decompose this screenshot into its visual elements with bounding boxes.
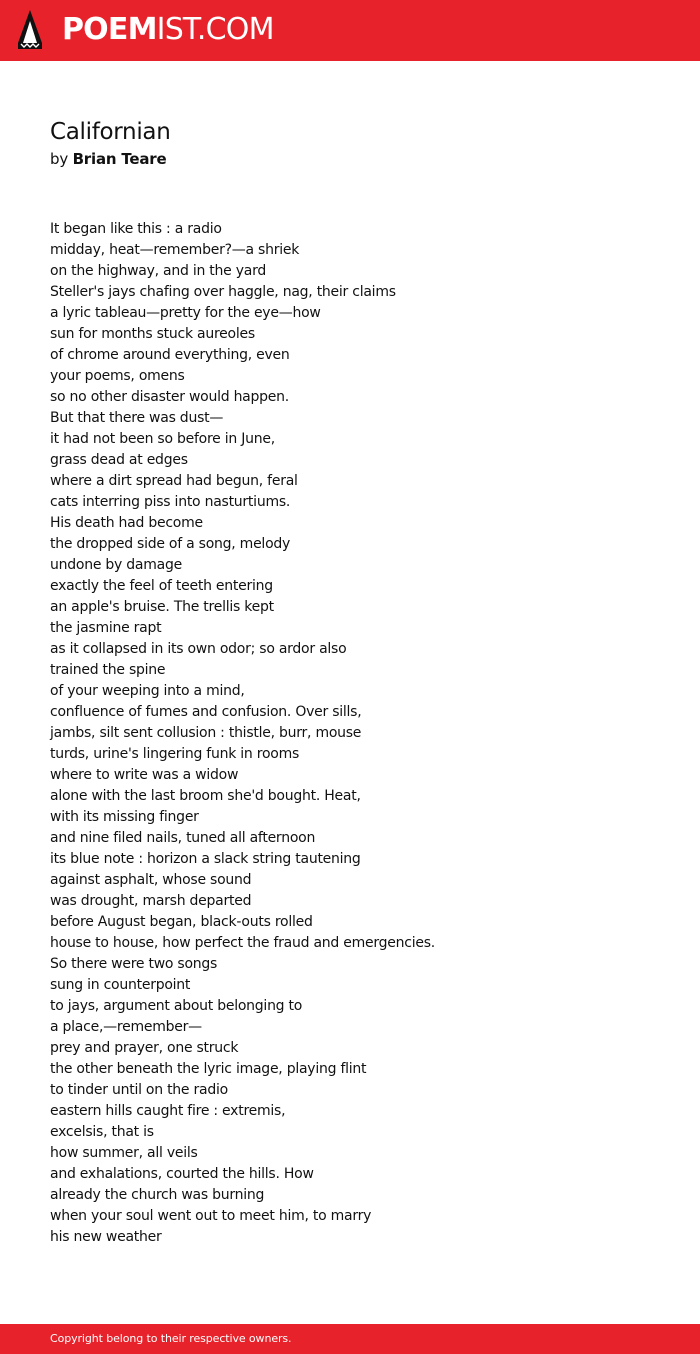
poem-line: of chrome around everything, even (50, 347, 290, 363)
poem-line: before August began, black-outs rolled (50, 914, 313, 930)
poem-line: midday, heat—remember?—a shriek (50, 242, 300, 258)
poem-line: already the church was burning (50, 1187, 265, 1203)
poem-line: the jasmine rapt (50, 620, 162, 636)
poem-line: and exhalations, courted the hills. How (50, 1166, 314, 1182)
poem-line: excelsis, that is (50, 1124, 154, 1140)
site-footer (0, 1324, 700, 1354)
poem-line: So there were two songs (50, 956, 218, 972)
poem-line: His death had become (50, 515, 203, 531)
poem-line: with its missing finger (50, 809, 199, 825)
poem-line: its blue note : horizon a slack string tautening (50, 851, 361, 867)
poem-line: Steller's jays chafing over haggle, nag, their claims (50, 284, 396, 300)
poem-line: when your soul went out to meet him, to marry (50, 1208, 372, 1224)
poem-line: eastern hills caught fire : extremis, (50, 1103, 286, 1119)
site-logo[interactable] (62, 11, 274, 49)
author-name: Brian Teare (72, 150, 167, 168)
logo-text-light: IST.COM (156, 12, 274, 47)
poem-line: But that there was dust— (50, 410, 224, 426)
poem-line: house to house, how perfect the fraud and emergencies. (50, 935, 435, 951)
poem-line: sun for months stuck aureoles (50, 326, 255, 342)
logo-text-bold: POEM (62, 12, 157, 47)
byline (50, 148, 166, 170)
poem-line: to tinder until on the radio (50, 1082, 228, 1098)
poem-line: where a dirt spread had begun, feral (50, 473, 298, 489)
poem-line: grass dead at edges (50, 452, 188, 468)
poem-line: confluence of fumes and confusion. Over sills, (50, 704, 362, 720)
poem-line: against asphalt, whose sound (50, 872, 252, 888)
poem-line: sung in counterpoint (50, 977, 191, 993)
poem-line: of your weeping into a mind, (50, 683, 245, 699)
poem-line: how summer, all veils (50, 1145, 198, 1161)
poem-line: an apple's bruise. The trellis kept (50, 599, 274, 615)
copyright-text: Copyright belong to their respective owners. (50, 1332, 292, 1345)
poem-line: the other beneath the lyric image, playing flint (50, 1061, 367, 1077)
poem-line: the dropped side of a song, melody (50, 536, 291, 552)
poem-line: to jays, argument about belonging to (50, 998, 303, 1014)
poem-line: was drought, marsh departed (50, 893, 252, 909)
poem-line: it had not been so before in June, (50, 431, 275, 447)
poem-line: and nine filed nails, tuned all afternoon (50, 830, 316, 846)
poem-line: a place,—remember— (50, 1019, 202, 1035)
poem-line: where to write was a widow (50, 767, 239, 783)
poem-body (50, 219, 435, 1248)
poem-line: so no other disaster would happen. (50, 389, 289, 405)
poem-line: It began like this : a radio (50, 221, 222, 237)
poem-line: exactly the feel of teeth entering (50, 578, 273, 594)
poem-line: on the highway, and in the yard (50, 263, 266, 279)
poem-line: jambs, silt sent collusion : thistle, burr, mouse (50, 725, 362, 741)
poem-line: your poems, omens (50, 368, 185, 384)
poem-line: trained the spine (50, 662, 166, 678)
poem-line: turds, urine's lingering funk in rooms (50, 746, 300, 762)
poem-line: as it collapsed in its own odor; so ardor also (50, 641, 347, 657)
poem-line: alone with the last broom she'd bought. Heat, (50, 788, 361, 804)
poem-line: his new weather (50, 1229, 162, 1245)
poem-line: prey and prayer, one struck (50, 1040, 239, 1056)
poem-line: a lyric tableau—pretty for the eye—how (50, 305, 321, 321)
site-header (0, 0, 700, 61)
pencil-logo-icon[interactable] (17, 9, 43, 51)
poem-title: Californian (50, 119, 171, 145)
poem-line: undone by damage (50, 557, 182, 573)
by-label: by (50, 150, 68, 168)
poem-line: cats interring piss into nasturtiums. (50, 494, 291, 510)
